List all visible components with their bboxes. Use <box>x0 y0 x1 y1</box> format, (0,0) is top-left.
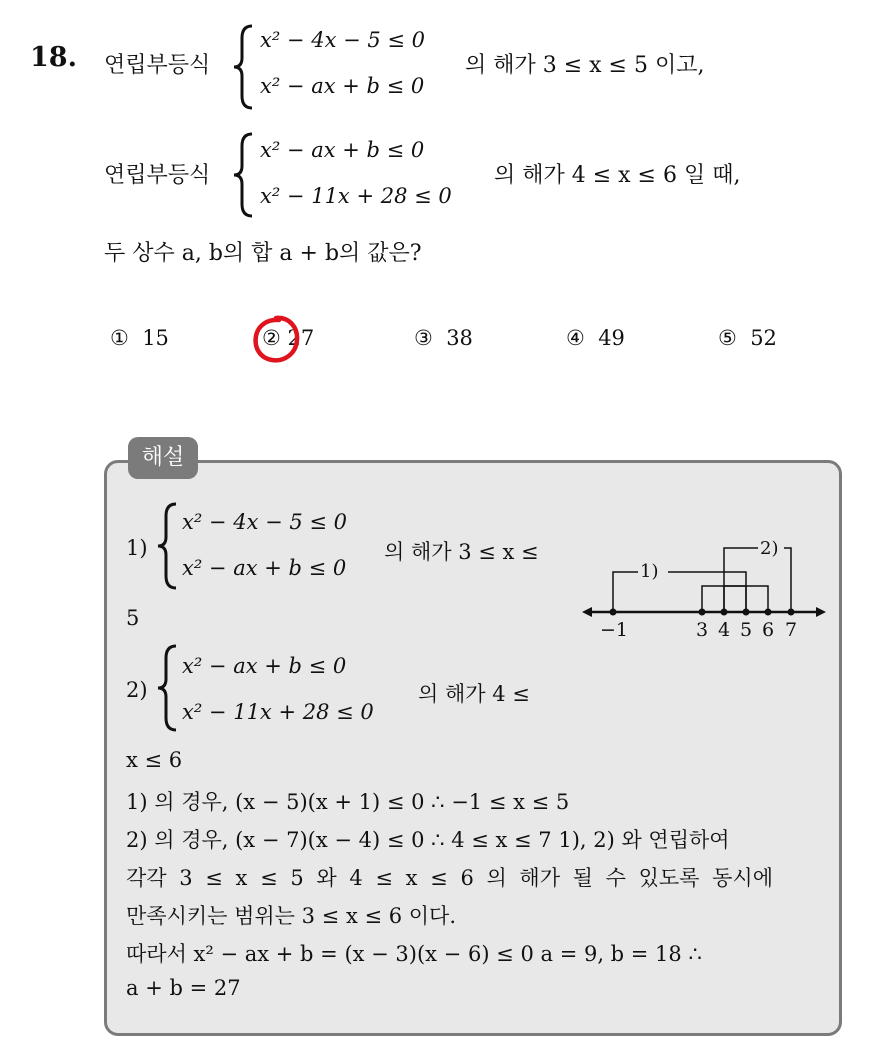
answer-circle-mark-icon <box>248 312 304 368</box>
numberline-tick: 3 <box>696 619 709 641</box>
numberline-label-2: 2) <box>760 538 779 559</box>
choice-value: 38 <box>446 326 473 350</box>
question-label-1: 연립부등식 <box>104 53 211 78</box>
choice-mark: ④ <box>566 326 585 350</box>
solution-p1-label: 1) <box>126 536 148 560</box>
numberline-tick: 6 <box>762 619 775 641</box>
solution-system2-eq2: x² − 11x + 28 ≤ 0 <box>182 700 374 724</box>
choice-mark: ① <box>110 326 129 350</box>
solution-line-c: 각각 3 ≤ x ≤ 5 와 4 ≤ x ≤ 6 의 해가 될 수 있도록 동시에 <box>126 866 773 890</box>
solution-p2-wrap: x ≤ 6 <box>126 748 183 772</box>
solution-system2-eq1: x² − ax + b ≤ 0 <box>182 654 347 678</box>
solution-system1-eq2: x² − ax + b ≤ 0 <box>182 556 347 580</box>
choice-4[interactable] <box>566 326 625 350</box>
choice-value: 49 <box>598 326 625 350</box>
solution-line-e: 따라서 x² − ax + b = (x − 3)(x − 6) ≤ 0 a = 9, b = 18 ∴ <box>126 942 702 966</box>
number-line-diagram <box>580 536 830 646</box>
system2-eq2: x² − 11x + 28 ≤ 0 <box>260 184 452 208</box>
choice-3[interactable] <box>414 326 473 350</box>
choice-value: 27 <box>287 326 315 350</box>
question-number: 18. <box>30 42 77 73</box>
inequality-system-1 <box>232 22 462 112</box>
left-brace-icon <box>156 500 180 592</box>
choice-1[interactable] <box>110 326 169 350</box>
numberline-tick: −1 <box>600 619 629 641</box>
solution-line-d: 만족시키는 범위는 3 ≤ x ≤ 6 이다. <box>126 904 457 928</box>
left-brace-icon <box>156 642 180 734</box>
solution-system-1 <box>156 500 376 592</box>
system1-eq2: x² − ax + b ≤ 0 <box>260 74 425 98</box>
solution-system1-eq1: x² − 4x − 5 ≤ 0 <box>182 510 348 534</box>
solution-p2-after: 의 해가 4 ≤ <box>418 682 530 706</box>
question-line-3: 두 상수 a, b의 합 a + b의 값은? <box>104 241 422 266</box>
choice-5[interactable] <box>718 326 777 350</box>
solution-p1-wrap: 5 <box>126 606 140 630</box>
choice-value: 15 <box>142 326 169 350</box>
left-brace-icon <box>232 130 256 220</box>
left-brace-icon <box>232 22 256 112</box>
numberline-label-1: 1) <box>640 561 659 582</box>
solution-tag: 해설 <box>128 437 198 479</box>
inequality-system-2 <box>232 130 492 220</box>
question-after-1: 의 해가 3 ≤ x ≤ 5 이고, <box>465 53 705 78</box>
question-label-2: 연립부등식 <box>104 163 211 188</box>
numberline-tick: 7 <box>785 619 798 641</box>
solution-system-2 <box>156 642 396 734</box>
solution-p1-after: 의 해가 3 ≤ x ≤ <box>384 540 539 564</box>
choice-value: 52 <box>750 326 777 350</box>
system1-eq1: x² − 4x − 5 ≤ 0 <box>260 28 426 52</box>
solution-line-a: 1) 의 경우, (x − 5)(x + 1) ≤ 0 ∴ −1 ≤ x ≤ 5 <box>126 790 570 814</box>
numberline-tick: 4 <box>718 619 731 641</box>
choice-mark: ⑤ <box>718 326 737 350</box>
solution-p2-label: 2) <box>126 678 148 702</box>
solution-line-b: 2) 의 경우, (x − 7)(x − 4) ≤ 0 ∴ 4 ≤ x ≤ 7 1), 2) 와 연립하여 <box>126 828 730 852</box>
solution-line-f: a + b = 27 <box>126 976 241 1000</box>
choice-mark: ③ <box>414 326 433 350</box>
system2-eq1: x² − ax + b ≤ 0 <box>260 138 425 162</box>
question-after-2: 의 해가 4 ≤ x ≤ 6 일 때, <box>494 163 741 188</box>
numberline-tick: 5 <box>740 619 753 641</box>
choice-mark: ② <box>262 326 281 350</box>
